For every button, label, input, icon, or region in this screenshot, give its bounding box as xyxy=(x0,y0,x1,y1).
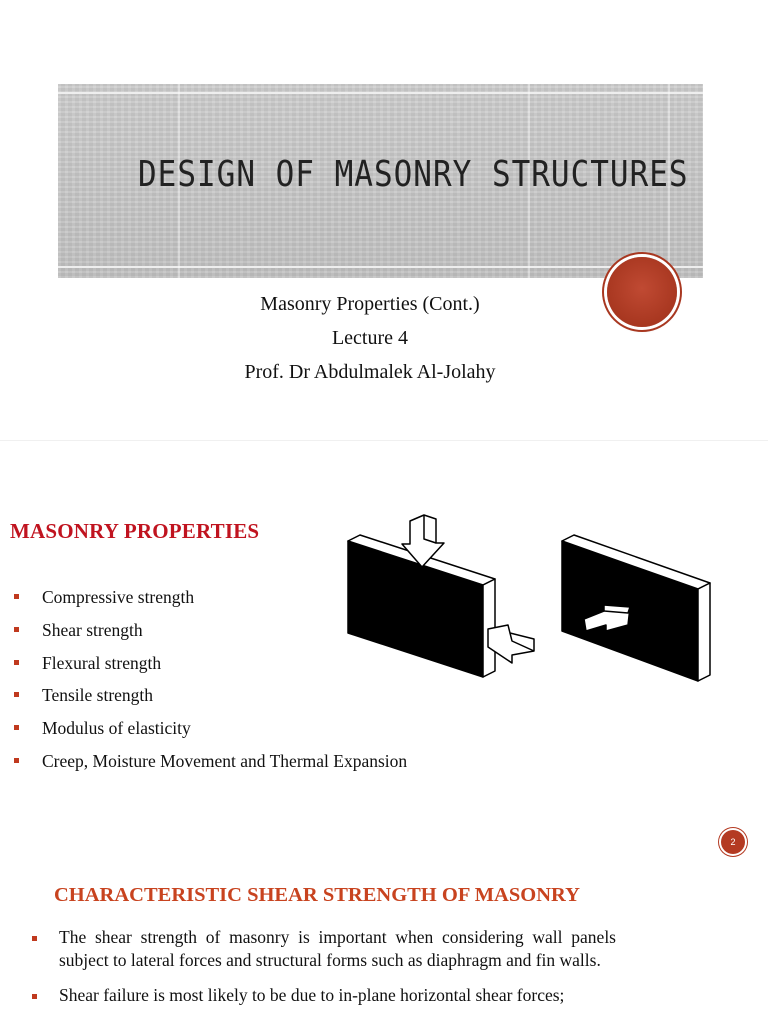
list-item xyxy=(32,984,616,1007)
slide-heading: MASONRY PROPERTIES xyxy=(10,519,260,543)
list-item-text: Compressive strength xyxy=(42,587,195,607)
shear-notes-list xyxy=(32,926,616,1019)
list-item-text: Flexural strength xyxy=(42,652,162,673)
list-item-text: Shear failure is most likely to be due to in-plane horizontal shear forces; xyxy=(59,985,565,1005)
list-item-text: Creep, Moisture Movement and Thermal Expansion xyxy=(42,750,408,771)
presentation-title: DESIGN OF MASONRY STRUCTURES xyxy=(138,154,689,196)
bullet-icon xyxy=(14,758,19,763)
lecture-number: Lecture 4 xyxy=(331,327,409,349)
bullet-icon xyxy=(32,936,37,941)
subtitle-line: Masonry Properties (Cont.) xyxy=(260,293,480,315)
banner-bottom-rule xyxy=(58,266,703,268)
wall-side-face xyxy=(698,583,710,681)
bullet-icon xyxy=(32,994,37,999)
list-item-text: Modulus of elasticity xyxy=(42,718,191,739)
page-number-badge: 2 xyxy=(721,830,745,854)
list-item xyxy=(32,926,616,972)
banner-top-rule xyxy=(58,92,703,94)
wall-shear-diagram xyxy=(336,511,722,755)
bullet-icon xyxy=(14,660,19,665)
list-item-text: Tensile strength xyxy=(42,685,154,706)
list-item-text: The shear strength of masonry is important when considering wall panels subject to lateral forces and structural forms such as diaphragm and fin walls. xyxy=(59,927,616,970)
wall-panel-lateral-load xyxy=(562,535,710,681)
properties-slide xyxy=(0,440,768,861)
bullet-icon xyxy=(14,594,19,599)
author-name: Prof. Dr Abdulmalek Al-Jolahy xyxy=(244,361,496,383)
title-banner xyxy=(58,84,703,278)
shear-strength-slide xyxy=(0,860,768,1024)
bullet-icon xyxy=(14,725,19,730)
subtitle-block xyxy=(0,287,740,389)
bullet-icon xyxy=(14,692,19,697)
list-item-text: Shear strength xyxy=(42,619,143,640)
bullet-icon xyxy=(14,627,19,632)
slide-heading: CHARACTERISTIC SHEAR STRENGTH OF MASONRY xyxy=(54,884,580,906)
title-slide xyxy=(0,0,768,440)
